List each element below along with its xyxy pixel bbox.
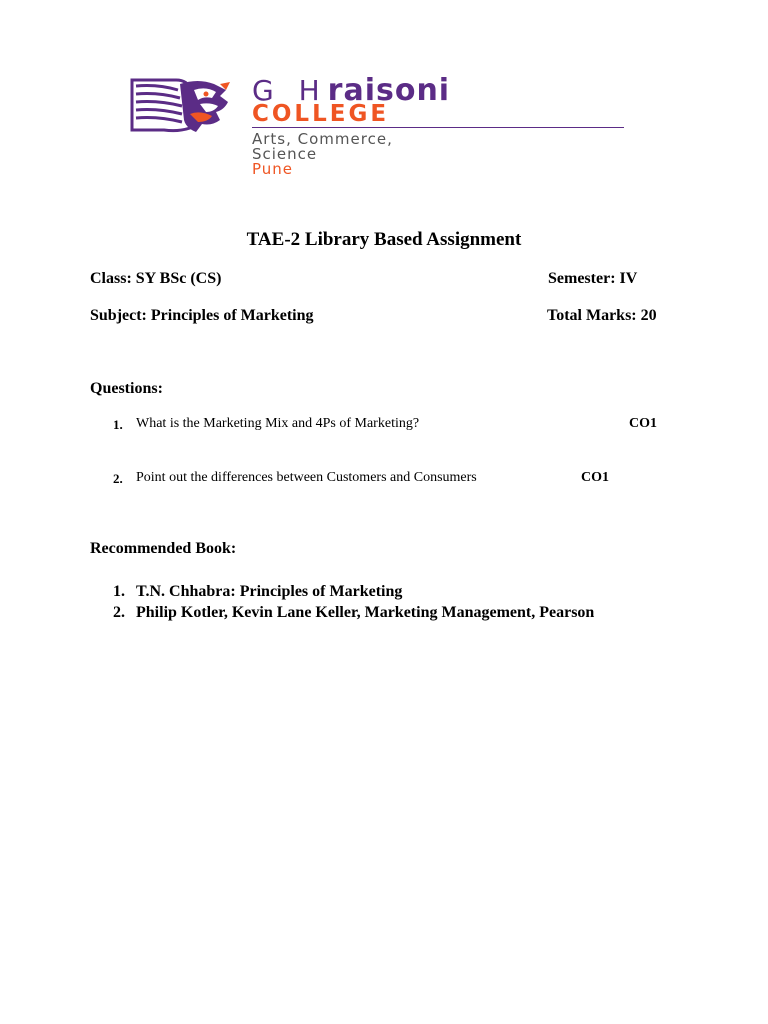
college-logo	[128, 73, 628, 184]
logo-tagline-2: Science	[252, 145, 318, 163]
question-text: Point out the differences between Customers and Consumers	[136, 470, 477, 485]
question-text: What is the Marketing Mix and 4Ps of Marketing?	[136, 416, 420, 431]
course-outcome-tag: CO1	[581, 470, 609, 485]
semester-label: Semester: IV	[548, 270, 638, 287]
question-number: 2.	[113, 471, 123, 486]
logo-divider	[252, 127, 624, 128]
total-marks-label: Total Marks: 20	[547, 307, 657, 324]
logo-tagline-1: Arts, Commerce,	[252, 130, 393, 148]
logo-city: Pune	[252, 160, 294, 178]
book-number: 2.	[113, 604, 125, 621]
logo-gh: G H	[252, 74, 328, 107]
class-label: Class: SY BSc (CS)	[90, 270, 222, 287]
recommended-books-heading: Recommended Book:	[90, 540, 237, 557]
logo-college: COLLEGE	[252, 101, 390, 127]
subject-label: Subject: Principles of Marketing	[90, 307, 314, 324]
course-outcome-tag: CO1	[629, 416, 657, 431]
book-number: 1.	[113, 583, 125, 600]
lion-emblem-icon	[128, 76, 234, 134]
book-title: Philip Kotler, Kevin Lane Keller, Marketing Management, Pearson	[136, 604, 595, 621]
book-title: T.N. Chhabra: Principles of Marketing	[136, 583, 403, 600]
logo-raisoni: raisoni	[327, 73, 451, 108]
questions-heading: Questions:	[90, 380, 163, 397]
page-title: TAE-2 Library Based Assignment	[246, 229, 522, 250]
question-number: 1.	[113, 417, 123, 432]
